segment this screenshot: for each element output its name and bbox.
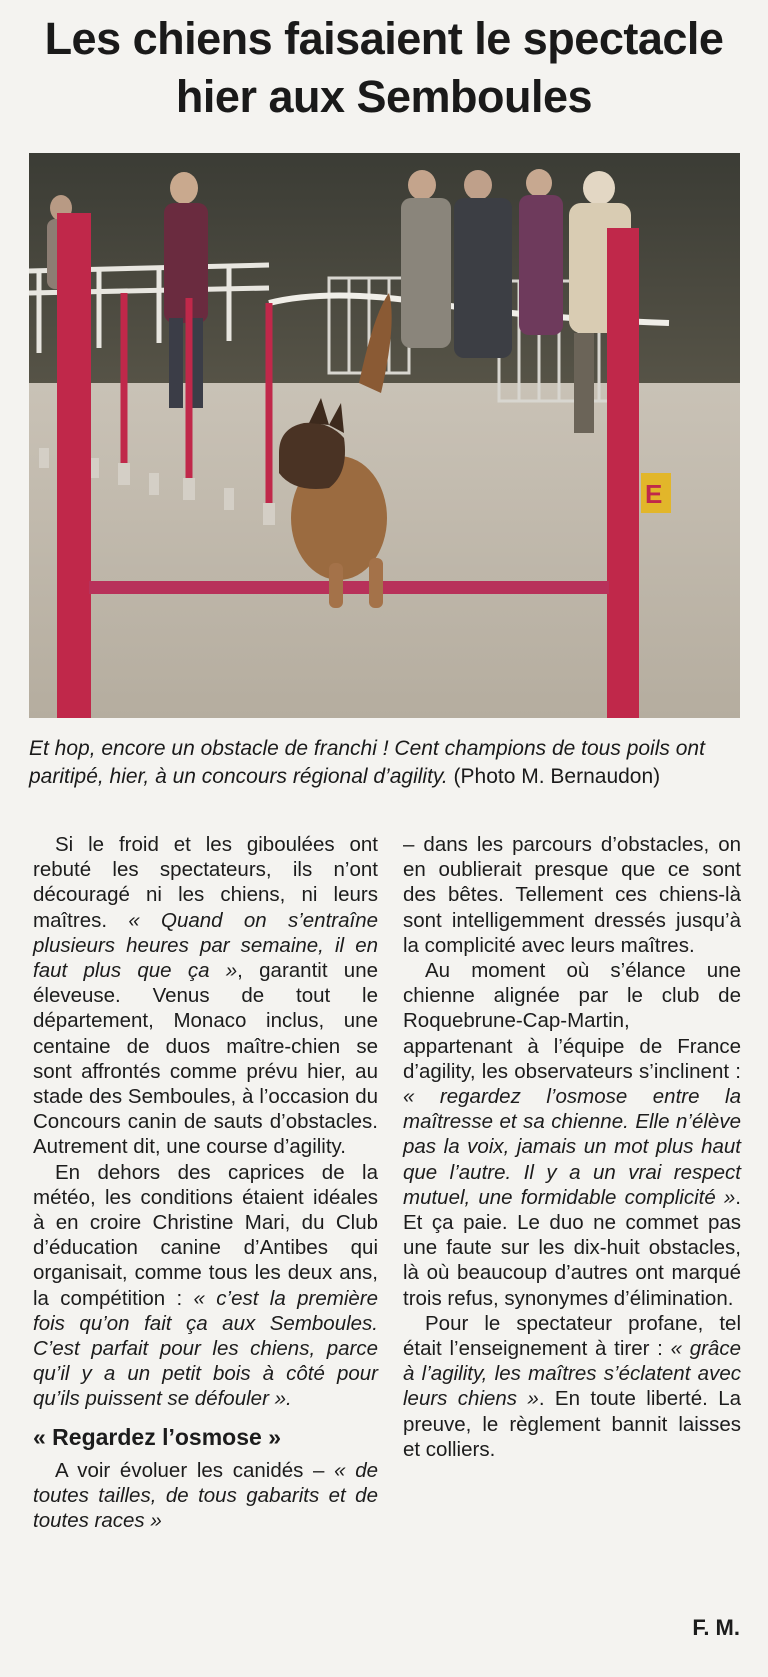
p1-quote: « Quand on s’entraîne plusieurs heures par semaine, il en faut plus que ça »	[33, 908, 378, 983]
p5-quote: « grâce à l’agility, les maîtres s’éclatent avec leurs chiens »	[403, 1337, 741, 1411]
author-signature: F. M.	[692, 1615, 740, 1640]
p1-text-b: , garantit une éleveuse. Venus de tout le département, Monaco inclus, une centaine de duos maître-chien se sont affrontés comme prévu hier, au stade des Semboules, à l’occasion du Concours canin de sauts d’obstacles. Autrement dit, une course d’agility.	[33, 959, 379, 1159]
p4-text-b: . Et ça paie. Le duo ne commet pas une faute sur les dix-huit obstacles, là où beaucoup d’autres ont marqué trois refus, synonymes d’élimination.	[403, 1185, 741, 1310]
p3-text-b: – dans les parcours d’obstacles, on en oublierait presque que ce sont des bêtes. Tellement ces chiens-là sont intelligemment dressés jusqu’à la complicité avec leurs maîtres.	[403, 833, 741, 957]
p5-text-a: Pour le spectateur profane, tel était l’enseignement à tirer :	[403, 1311, 741, 1361]
jump-upright-right	[607, 228, 639, 718]
jump-bar	[89, 581, 609, 594]
jump-upright-left	[57, 213, 91, 718]
article-column-left	[33, 832, 378, 1533]
p5-text-b: . En toute liberté. La preuve, le règlement bannit laisses et colliers.	[403, 1387, 741, 1461]
paragraph-4	[403, 958, 741, 1311]
news-photo-agility-dog	[29, 153, 740, 718]
article-subhead: « Regardez l’osmose »	[33, 1423, 281, 1450]
paragraph-2	[33, 1160, 378, 1412]
yellow-sign-letter: E	[645, 479, 663, 509]
photo-credit: (Photo M. Bernaudon)	[453, 765, 661, 788]
paragraph-3	[33, 1458, 378, 1534]
caption-text: Et hop, encore un obstacle de franchi ! Cent champions de tous poils ont paritipé, hier, à un concours régional d’agility.	[29, 737, 705, 788]
p1-text-a: Si le froid et les giboulées ont rebuté les spectateurs, ils n’ont découragé ni les chiens, ni leurs maîtres.	[33, 833, 378, 932]
photo-caption	[29, 735, 744, 791]
headline	[20, 10, 748, 126]
p2-text-a: En dehors des caprices de la météo, les conditions étaient idéales à en croire Christine Mari, du Club d’éducation canine d’Antibes qui organisait, comme tous les deux ans, la compétition :	[33, 1160, 378, 1310]
headline-line-2: hier aux Semboules	[175, 71, 593, 122]
p2-quote: « c’est la première fois qu’on fait ça aux Semboules. C’est parfait pour les chiens, parce qu’il y a un petit bois à côté pour qu’ils puissent se défouler ».	[33, 1286, 378, 1411]
paragraph-5	[403, 1311, 741, 1462]
article-column-right	[403, 832, 741, 1462]
headline-line-1: Les chiens faisaient le spectacle	[44, 13, 724, 64]
photo-illustration	[29, 153, 740, 718]
p3-text-a: A voir évoluer les canidés –	[55, 1458, 335, 1482]
p4-text-a: Au moment où s’élance une chienne alignée par le club de Roquebrune-Cap-Martin, appartenant à l’équipe de France d’agility, les observateurs s’inclinent :	[403, 959, 741, 1083]
paragraph-3-cont	[403, 832, 741, 958]
paragraph-1	[33, 832, 378, 1160]
p3-quote: « de toutes tailles, de tous gabarits et de toutes races »	[33, 1458, 379, 1533]
p4-quote: « regardez l’osmose entre la maîtresse et sa chienne. Elle n’élève pas la voix, jamais un mot plus haut que l’autre. Il y a un vrai respect mutuel, une formidable complicité »	[403, 1085, 741, 1209]
